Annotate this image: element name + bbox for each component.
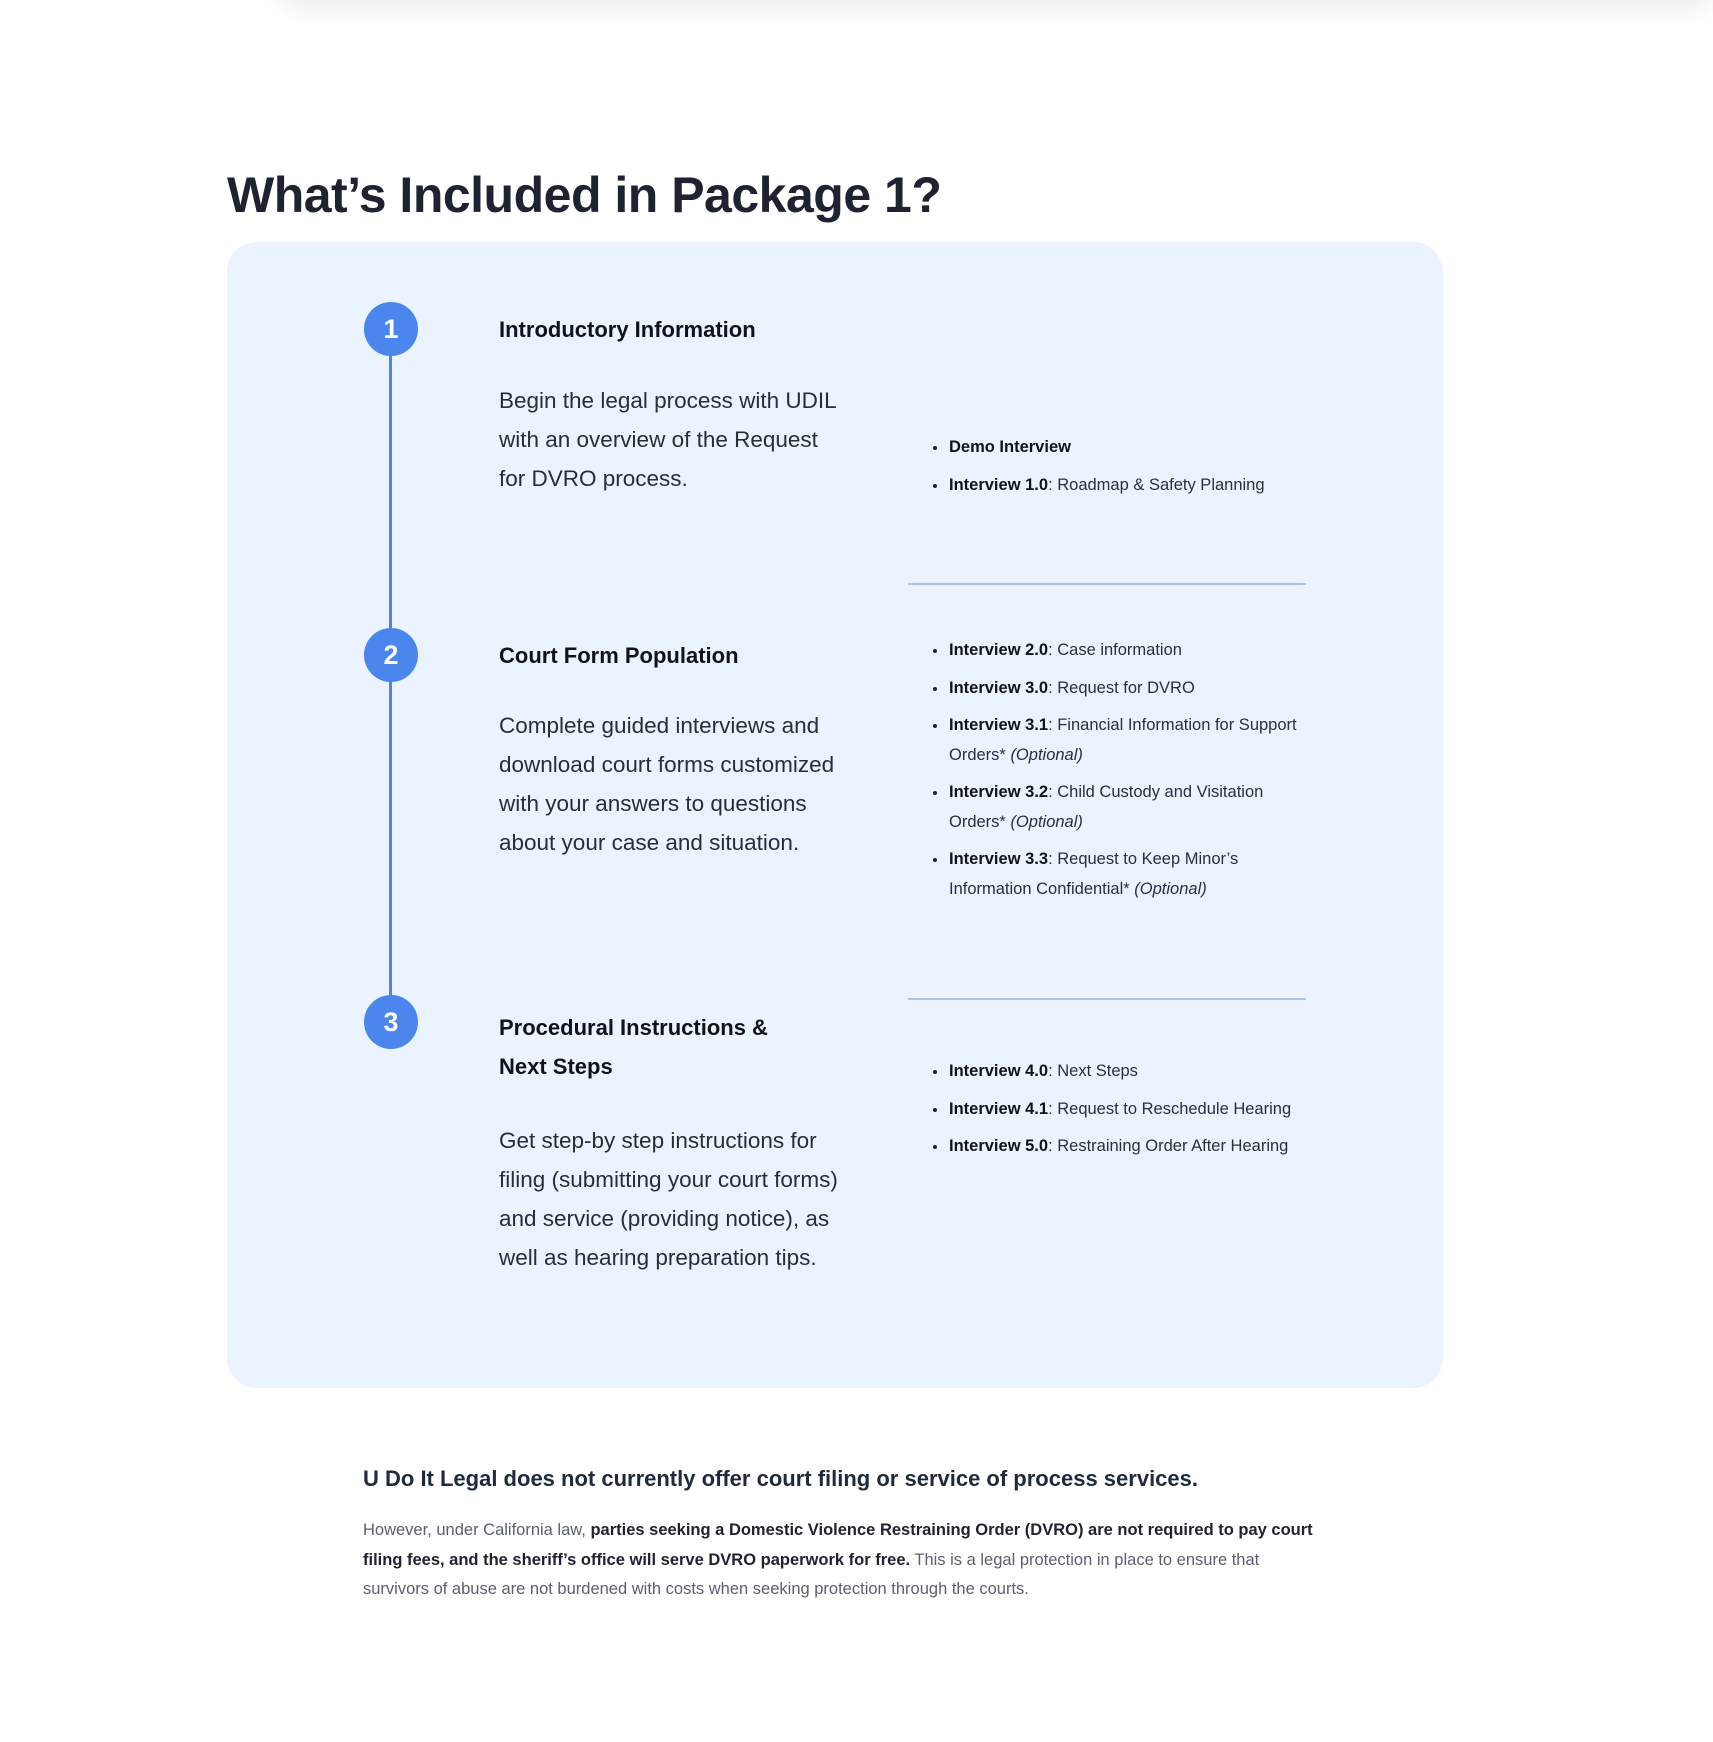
interview-name: Interview 2.0 — [949, 641, 1049, 659]
step-3-number-badge: 3 — [364, 995, 418, 1049]
interview-desc: : Request to Reschedule Hearing — [1048, 1099, 1292, 1118]
interview-name: Interview 3.0 — [949, 678, 1049, 697]
interview-name: Interview 3.1 — [949, 716, 1049, 734]
timeline-connector — [389, 355, 392, 629]
step-1-description: Begin the legal process with UDIL with an overview of the Request for DVRO process. — [499, 388, 836, 491]
interview-name: Interview 3.3 — [949, 850, 1049, 868]
section-divider — [908, 583, 1306, 585]
interview-name: Interview 1.0 — [949, 475, 1049, 494]
list-item — [932, 471, 1312, 501]
timeline-connector — [389, 681, 392, 1021]
interview-name: Interview 3.2 — [949, 783, 1049, 801]
interview-desc: : Case information — [1048, 641, 1182, 659]
optional-tag: (Optional) — [1010, 812, 1083, 831]
list-item — [932, 433, 1312, 463]
notice-intro: However, under California law, — [363, 1521, 591, 1539]
list-item — [932, 711, 1312, 770]
interview-desc: : Child Custody and Visitation Orders* — [949, 783, 1264, 831]
interview-desc: : Request to Keep Minor’s Information Confidential* — [949, 850, 1239, 898]
step-3-title: Procedural Instructions & Next Steps — [499, 1015, 768, 1079]
notice-body — [363, 1516, 1323, 1605]
optional-tag: (Optional) — [1010, 745, 1083, 764]
interview-desc: : Financial Information for Support Orders* — [949, 716, 1297, 764]
interview-name: Interview 4.0 — [949, 1062, 1049, 1080]
interview-desc: : Restraining Order After Hearing — [1048, 1137, 1289, 1155]
list-item — [932, 845, 1312, 904]
step-1-interview-list — [932, 433, 1312, 508]
section-divider — [908, 998, 1306, 1000]
step-2-description: Complete guided interviews and download court forms customized with your answers to questions about your case and situation. — [499, 713, 835, 855]
interview-name: Interview 4.1 — [949, 1099, 1049, 1118]
step-1-title: Introductory Information — [499, 317, 756, 342]
interview-name: Interview 5.0 — [949, 1137, 1049, 1155]
step-2-number-badge: 2 — [364, 628, 418, 682]
notice-outro: This is a legal protection in place to ensure that survivors of abuse are not burdened with costs when seeking protection through the courts. — [363, 1550, 1260, 1598]
list-item — [932, 1095, 1312, 1125]
step-3-interview-list — [932, 1057, 1312, 1170]
interview-desc: : Next Steps — [1048, 1062, 1138, 1080]
step-2-title: Court Form Population — [499, 643, 739, 668]
notice-emphasis: parties seeking a Domestic Violence Restraining Order (DVRO) are not required to pay court filing fees, and the sheriff’s office will serve DVRO paperwork for free. — [363, 1521, 1313, 1569]
list-item — [932, 636, 1312, 666]
page-title: What’s Included in Package 1? — [227, 167, 942, 223]
step-1-number-badge: 1 — [364, 302, 418, 356]
optional-tag: (Optional) — [1134, 879, 1207, 898]
list-item — [932, 1057, 1312, 1087]
interview-desc: : Request for DVRO — [1048, 678, 1195, 697]
interview-desc: : Roadmap & Safety Planning — [1048, 475, 1265, 494]
list-item — [932, 1132, 1312, 1162]
interview-name: Demo Interview — [949, 438, 1071, 456]
list-item — [932, 674, 1312, 704]
notice-heading: U Do It Legal does not currently offer court filing or service of process services. — [363, 1466, 1199, 1491]
list-item — [932, 778, 1312, 837]
step-3-description: Get step-by step instructions for filing (submitting your court forms) and service (providing notice), as well as hearing preparation tips. — [499, 1128, 838, 1270]
step-2-interview-list — [932, 636, 1312, 912]
